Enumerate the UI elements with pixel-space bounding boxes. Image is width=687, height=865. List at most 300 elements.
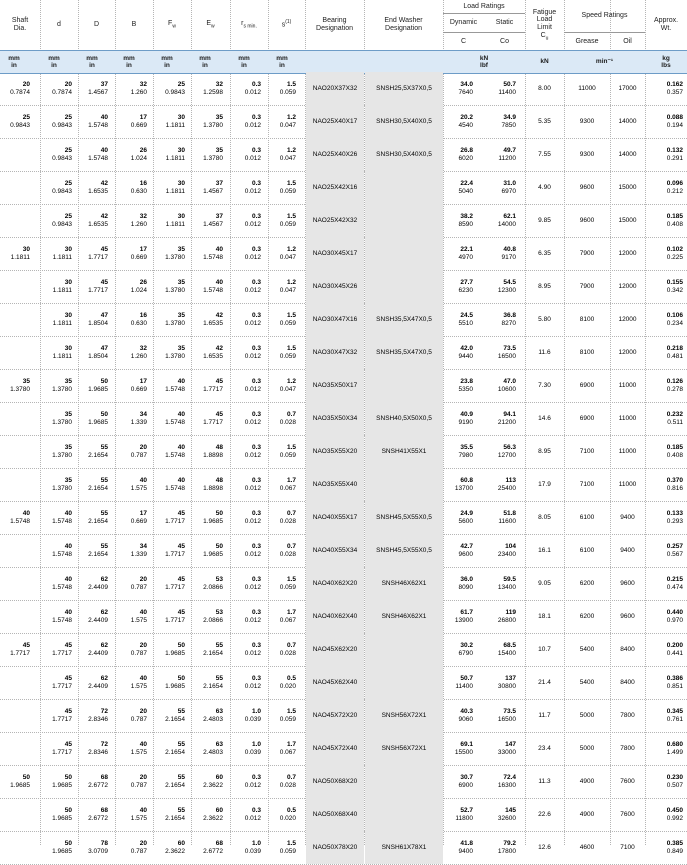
d-imperial: 2.1654 <box>88 484 108 492</box>
cell-wt <box>645 567 683 600</box>
co-imperial: 26800 <box>497 616 516 624</box>
d-metric: 55 <box>100 444 108 452</box>
cell-b <box>115 567 147 600</box>
rs-imperial: 0.039 <box>244 715 261 723</box>
cell-rs <box>230 402 261 435</box>
cu-value: 9.05 <box>538 579 551 587</box>
d-metric: 30 <box>64 345 72 353</box>
cell-fw <box>153 699 185 732</box>
c-metric: 24.5 <box>460 312 473 320</box>
b-metric: 40 <box>139 807 147 815</box>
ew-imperial: 1.6535 <box>203 352 223 360</box>
cu-value: 12.6 <box>538 843 551 851</box>
wt-metric: 0.102 <box>666 246 683 254</box>
cell-d <box>40 138 72 171</box>
d-metric: 25 <box>64 180 72 188</box>
cell-end-washer-designation <box>365 534 443 567</box>
cell-fw <box>153 105 185 138</box>
cell-grease <box>564 831 610 864</box>
ew-metric: 42 <box>215 312 223 320</box>
bearing-designation: NAO40X62X40 <box>312 612 358 620</box>
s-imperial: 0.059 <box>279 319 296 327</box>
cell-d <box>78 633 108 666</box>
ew-imperial: 1.5748 <box>203 253 223 261</box>
d-imperial: 2.4409 <box>88 583 108 591</box>
b-imperial: 1.575 <box>130 484 147 492</box>
cell-d <box>40 204 72 237</box>
cell-d <box>40 501 72 534</box>
b-metric: 20 <box>139 444 147 452</box>
co-metric: 50.7 <box>503 81 516 89</box>
cell-fw <box>153 666 185 699</box>
cell-d <box>78 699 108 732</box>
cell-ew <box>191 699 223 732</box>
cell-shaft <box>0 534 30 567</box>
cell-oil <box>610 633 645 666</box>
oil-value: 12000 <box>618 348 637 356</box>
b-metric: 16 <box>139 312 147 320</box>
cell-c <box>443 633 473 666</box>
cell-co <box>484 336 516 369</box>
cell-d <box>78 468 108 501</box>
ew-metric: 40 <box>215 246 223 254</box>
bearing-designation: NAO20X37X32 <box>312 84 358 92</box>
rs-imperial: 0.012 <box>244 253 261 261</box>
cell-c <box>443 798 473 831</box>
oil-value: 11000 <box>618 447 637 455</box>
s-imperial: 0.047 <box>279 286 296 294</box>
wt-metric: 0.345 <box>666 708 683 716</box>
d-imperial: 1.3780 <box>52 385 72 393</box>
cell-rs <box>230 534 261 567</box>
fw-metric: 30 <box>177 213 185 221</box>
cell-shaft <box>0 171 30 204</box>
cell-bearing-designation <box>306 369 364 402</box>
s-metric: 0.7 <box>286 510 296 518</box>
cell-fw <box>153 270 185 303</box>
cell-d <box>40 72 72 105</box>
s-imperial: 0.047 <box>279 385 296 393</box>
d-imperial: 1.7717 <box>52 649 72 657</box>
d-imperial: 1.7717 <box>88 286 108 294</box>
cell-co <box>484 534 516 567</box>
cell-fw <box>153 468 185 501</box>
rs-imperial: 0.012 <box>244 550 261 558</box>
cell-shaft <box>0 699 30 732</box>
bearing-designation: NAO45X72X20 <box>312 711 358 719</box>
oil-value: 9600 <box>620 612 635 620</box>
b-imperial: 0.787 <box>130 451 147 459</box>
header-oil: Oil <box>610 32 645 50</box>
cell-co <box>484 765 516 798</box>
end-washer-designation: SNSH25,5X37X0,5 <box>376 84 432 92</box>
d-imperial: 3.0709 <box>88 847 108 855</box>
wt-metric: 0.215 <box>666 576 683 584</box>
b-metric: 17 <box>139 378 147 386</box>
cell-ew <box>191 204 223 237</box>
ew-metric: 37 <box>215 180 223 188</box>
co-metric: 73.5 <box>503 345 516 353</box>
cell-oil <box>610 435 645 468</box>
cell-shaft <box>0 270 30 303</box>
rs-metric: 0.3 <box>251 510 261 518</box>
fw-imperial: 2.1654 <box>165 748 185 756</box>
oil-value: 7600 <box>620 777 635 785</box>
cell-bearing-designation <box>306 402 364 435</box>
cell-d <box>78 435 108 468</box>
cell-rs <box>230 831 261 864</box>
cell-grease <box>564 402 610 435</box>
co-imperial: 10600 <box>497 385 516 393</box>
fw-metric: 60 <box>177 840 185 848</box>
bearing-designation: NAO35X55X40 <box>312 480 358 488</box>
d-metric: 35 <box>64 378 72 386</box>
cell-fw <box>153 732 185 765</box>
d-imperial: 2.4409 <box>88 649 108 657</box>
d-metric: 20 <box>64 81 72 89</box>
fw-metric: 35 <box>177 279 185 287</box>
cell-cu <box>525 270 564 303</box>
rs-metric: 0.3 <box>251 81 261 89</box>
cell-shaft <box>0 468 30 501</box>
wt-metric: 0.132 <box>666 147 683 155</box>
cell-d <box>78 270 108 303</box>
co-imperial: 33000 <box>497 748 516 756</box>
rs-imperial: 0.012 <box>244 781 261 789</box>
ew-imperial: 1.7717 <box>203 385 223 393</box>
b-imperial: 1.575 <box>130 682 147 690</box>
co-metric: 79.2 <box>503 840 516 848</box>
shaft-imperial: 1.7717 <box>10 649 30 657</box>
s-imperial: 0.059 <box>279 187 296 195</box>
cell-cu <box>525 171 564 204</box>
unit-B: mm in <box>123 54 135 69</box>
d-metric: 25 <box>64 147 72 155</box>
cell-fw <box>153 534 185 567</box>
cell-s <box>268 303 296 336</box>
cell-d <box>78 72 108 105</box>
cell-co <box>484 699 516 732</box>
s-imperial: 0.020 <box>279 682 296 690</box>
cell-oil <box>610 534 645 567</box>
rs-metric: 0.3 <box>251 609 261 617</box>
oil-value: 8400 <box>620 678 635 686</box>
grease-value: 4900 <box>579 777 595 785</box>
b-imperial: 0.787 <box>130 847 147 855</box>
cell-wt <box>645 732 683 765</box>
d-imperial: 1.9685 <box>52 814 72 822</box>
cell-d <box>40 831 72 864</box>
cell-s <box>268 105 296 138</box>
cell-d <box>78 732 108 765</box>
cell-fw <box>153 171 185 204</box>
co-imperial: 15400 <box>497 649 516 657</box>
d-metric: 62 <box>100 642 108 650</box>
d-metric: 62 <box>100 609 108 617</box>
cell-end-washer-designation <box>365 732 443 765</box>
unit-s: mm in <box>276 54 288 69</box>
fw-imperial: 1.9685 <box>165 682 185 690</box>
cu-value: 9.85 <box>538 216 551 224</box>
bearing-designation: NAO40X55X34 <box>312 546 358 554</box>
d-metric: 30 <box>64 246 72 254</box>
fw-imperial: 2.3622 <box>165 847 185 855</box>
cell-fw <box>153 501 185 534</box>
cell-end-washer-designation <box>365 402 443 435</box>
cell-rs <box>230 105 261 138</box>
d-imperial: 2.8346 <box>88 748 108 756</box>
cell-end-washer-designation <box>365 171 443 204</box>
co-imperial: 16500 <box>497 715 516 723</box>
cu-value: 8.95 <box>538 282 551 290</box>
c-imperial: 9190 <box>458 418 473 426</box>
co-metric: 145 <box>505 807 516 815</box>
unit-fatigue: kN <box>540 58 549 66</box>
cell-shaft <box>0 369 30 402</box>
s-metric: 0.7 <box>286 543 296 551</box>
ew-imperial: 1.5748 <box>203 286 223 294</box>
header-bearing-designation: Bearing Designation <box>316 17 353 32</box>
c-imperial: 5040 <box>458 187 473 195</box>
grease-value: 6100 <box>579 513 595 521</box>
b-metric: 20 <box>139 708 147 716</box>
cell-wt <box>645 402 683 435</box>
b-imperial: 1.024 <box>130 154 147 162</box>
cell-ew <box>191 831 223 864</box>
cell-rs <box>230 270 261 303</box>
s-metric: 1.5 <box>286 840 296 848</box>
b-metric: 16 <box>139 180 147 188</box>
cell-d <box>78 501 108 534</box>
cell-s <box>268 237 296 270</box>
d-metric: 45 <box>64 675 72 683</box>
c-metric: 61.7 <box>460 609 473 617</box>
cell-s <box>268 567 296 600</box>
b-metric: 20 <box>139 576 147 584</box>
bearing-designation: NAO50X78X20 <box>312 843 358 851</box>
c-metric: 50.7 <box>460 675 473 683</box>
cell-b <box>115 369 147 402</box>
fw-imperial: 2.1654 <box>165 715 185 723</box>
cell-d <box>78 237 108 270</box>
co-imperial: 16500 <box>497 352 516 360</box>
cell-d <box>40 237 72 270</box>
cell-end-washer-designation <box>365 369 443 402</box>
cell-cu <box>525 237 564 270</box>
s-imperial: 0.067 <box>279 616 296 624</box>
b-imperial: 1.575 <box>130 748 147 756</box>
header-static-symbol: Co <box>484 32 525 50</box>
cell-cu <box>525 435 564 468</box>
unit-weight: kg lbs <box>661 54 671 69</box>
cell-wt <box>645 138 683 171</box>
end-washer-designation: SNSH45,5X55X0,5 <box>376 546 432 554</box>
d-metric: 40 <box>64 510 72 518</box>
cell-oil <box>610 699 645 732</box>
cell-end-washer-designation <box>365 303 443 336</box>
cell-ew <box>191 567 223 600</box>
cell-d <box>40 534 72 567</box>
cell-b <box>115 138 147 171</box>
cell-s <box>268 666 296 699</box>
oil-value: 11000 <box>618 381 637 389</box>
cell-rs <box>230 765 261 798</box>
d-imperial: 1.4567 <box>88 88 108 96</box>
header-fatigue-load-limit: Fatigue Load Limit $C_u$ <box>532 8 557 41</box>
b-metric: 40 <box>139 741 147 749</box>
cell-b <box>115 171 147 204</box>
b-imperial: 0.787 <box>130 715 147 723</box>
bearing-designation: NAO25X42X16 <box>312 183 358 191</box>
cell-end-washer-designation <box>365 600 443 633</box>
d-metric: 25 <box>64 114 72 122</box>
cu-value: 14.6 <box>538 414 551 422</box>
cell-rs <box>230 171 261 204</box>
wt-imperial: 0.511 <box>667 418 683 426</box>
c-imperial: 7980 <box>458 451 473 459</box>
cell-co <box>484 303 516 336</box>
fw-metric: 45 <box>177 510 185 518</box>
cell-shaft <box>0 237 30 270</box>
s-imperial: 0.059 <box>279 847 296 855</box>
fw-metric: 45 <box>177 576 185 584</box>
c-imperial: 6790 <box>458 649 473 657</box>
wt-imperial: 0.278 <box>666 385 683 393</box>
d-imperial: 1.9685 <box>88 418 108 426</box>
cu-value: 11.7 <box>538 711 551 719</box>
end-washer-designation: SNSH56X72X1 <box>381 711 427 719</box>
d-metric: 45 <box>100 279 108 287</box>
fw-metric: 25 <box>177 81 185 89</box>
c-imperial: 9060 <box>458 715 473 723</box>
cell-grease <box>564 171 610 204</box>
b-imperial: 0.787 <box>130 781 147 789</box>
header-ew: $E_w$ <box>206 20 215 30</box>
cell-grease <box>564 105 610 138</box>
unit-d: mm in <box>48 54 60 69</box>
s-metric: 1.7 <box>286 609 296 617</box>
cell-cu <box>525 303 564 336</box>
co-imperial: 32600 <box>497 814 516 822</box>
ew-metric: 55 <box>215 642 223 650</box>
table-row <box>0 336 687 370</box>
cell-cu <box>525 72 564 105</box>
ew-metric: 35 <box>215 114 223 122</box>
c-metric: 22.4 <box>460 180 473 188</box>
cell-co <box>484 171 516 204</box>
unit-load-ratings: kN lbf <box>479 54 489 69</box>
c-imperial: 9440 <box>458 352 473 360</box>
co-imperial: 12700 <box>497 451 516 459</box>
table-row <box>0 138 687 172</box>
co-imperial: 8270 <box>501 319 516 327</box>
cell-grease <box>564 237 610 270</box>
b-imperial: 1.339 <box>130 418 147 426</box>
ew-imperial: 2.3622 <box>203 781 223 789</box>
cell-shaft <box>0 633 30 666</box>
c-imperial: 6230 <box>458 286 473 294</box>
c-metric: 42.0 <box>460 345 473 353</box>
b-metric: 17 <box>139 246 147 254</box>
cell-bearing-designation <box>306 732 364 765</box>
d-metric: 45 <box>64 642 72 650</box>
ew-imperial: 1.3780 <box>203 154 223 162</box>
d-metric: 55 <box>100 543 108 551</box>
cell-s <box>268 732 296 765</box>
header-dynamic: Dynamic <box>449 19 478 27</box>
grease-value: 5000 <box>579 744 595 752</box>
c-imperial: 6900 <box>458 781 473 789</box>
cell-d <box>40 600 72 633</box>
s-imperial: 0.059 <box>279 451 296 459</box>
cell-oil <box>610 798 645 831</box>
fw-metric: 55 <box>177 708 185 716</box>
cell-c <box>443 666 473 699</box>
wt-metric: 0.185 <box>666 444 683 452</box>
fw-metric: 50 <box>177 675 185 683</box>
end-washer-designation: SNSH56X72X1 <box>381 744 427 752</box>
b-metric: 20 <box>139 840 147 848</box>
ew-imperial: 2.0866 <box>203 583 223 591</box>
c-imperial: 4970 <box>458 253 473 261</box>
cell-grease <box>564 600 610 633</box>
ew-metric: 50 <box>215 510 223 518</box>
header-approx-wt: Approx. Wt. <box>653 17 679 32</box>
table-header <box>0 0 687 50</box>
rs-metric: 0.3 <box>251 642 261 650</box>
d-imperial: 1.5748 <box>52 550 72 558</box>
b-metric: 20 <box>139 774 147 782</box>
shaft-metric: 25 <box>22 114 30 122</box>
cell-d <box>40 468 72 501</box>
s-metric: 1.5 <box>286 576 296 584</box>
c-imperial: 5510 <box>458 319 473 327</box>
rs-metric: 0.3 <box>251 477 261 485</box>
ew-imperial: 1.8898 <box>203 484 223 492</box>
c-imperial: 11400 <box>455 682 473 690</box>
wt-imperial: 0.761 <box>666 715 683 723</box>
cell-oil <box>610 831 645 864</box>
cell-b <box>115 435 147 468</box>
d-metric: 40 <box>64 576 72 584</box>
ew-metric: 63 <box>215 708 223 716</box>
oil-value: 9400 <box>620 546 635 554</box>
co-imperial: 11200 <box>498 154 516 162</box>
s-imperial: 0.028 <box>279 649 296 657</box>
co-imperial: 11600 <box>498 517 516 525</box>
cell-d <box>40 369 72 402</box>
cell-oil <box>610 501 645 534</box>
cell-c <box>443 237 473 270</box>
shaft-metric: 30 <box>22 246 30 254</box>
cell-b <box>115 270 147 303</box>
cell-wt <box>645 501 683 534</box>
cell-cu <box>525 732 564 765</box>
rs-imperial: 0.012 <box>244 517 261 525</box>
d-metric: 72 <box>100 741 108 749</box>
c-metric: 30.2 <box>460 642 473 650</box>
cell-grease <box>564 798 610 831</box>
cell-oil <box>610 732 645 765</box>
b-metric: 34 <box>139 543 147 551</box>
shaft-metric: 45 <box>22 642 30 650</box>
cell-fw <box>153 402 185 435</box>
fw-imperial: 1.5748 <box>165 418 185 426</box>
rs-imperial: 0.012 <box>244 682 261 690</box>
ew-metric: 37 <box>215 213 223 221</box>
cell-fw <box>153 435 185 468</box>
oil-value: 15000 <box>618 216 637 224</box>
